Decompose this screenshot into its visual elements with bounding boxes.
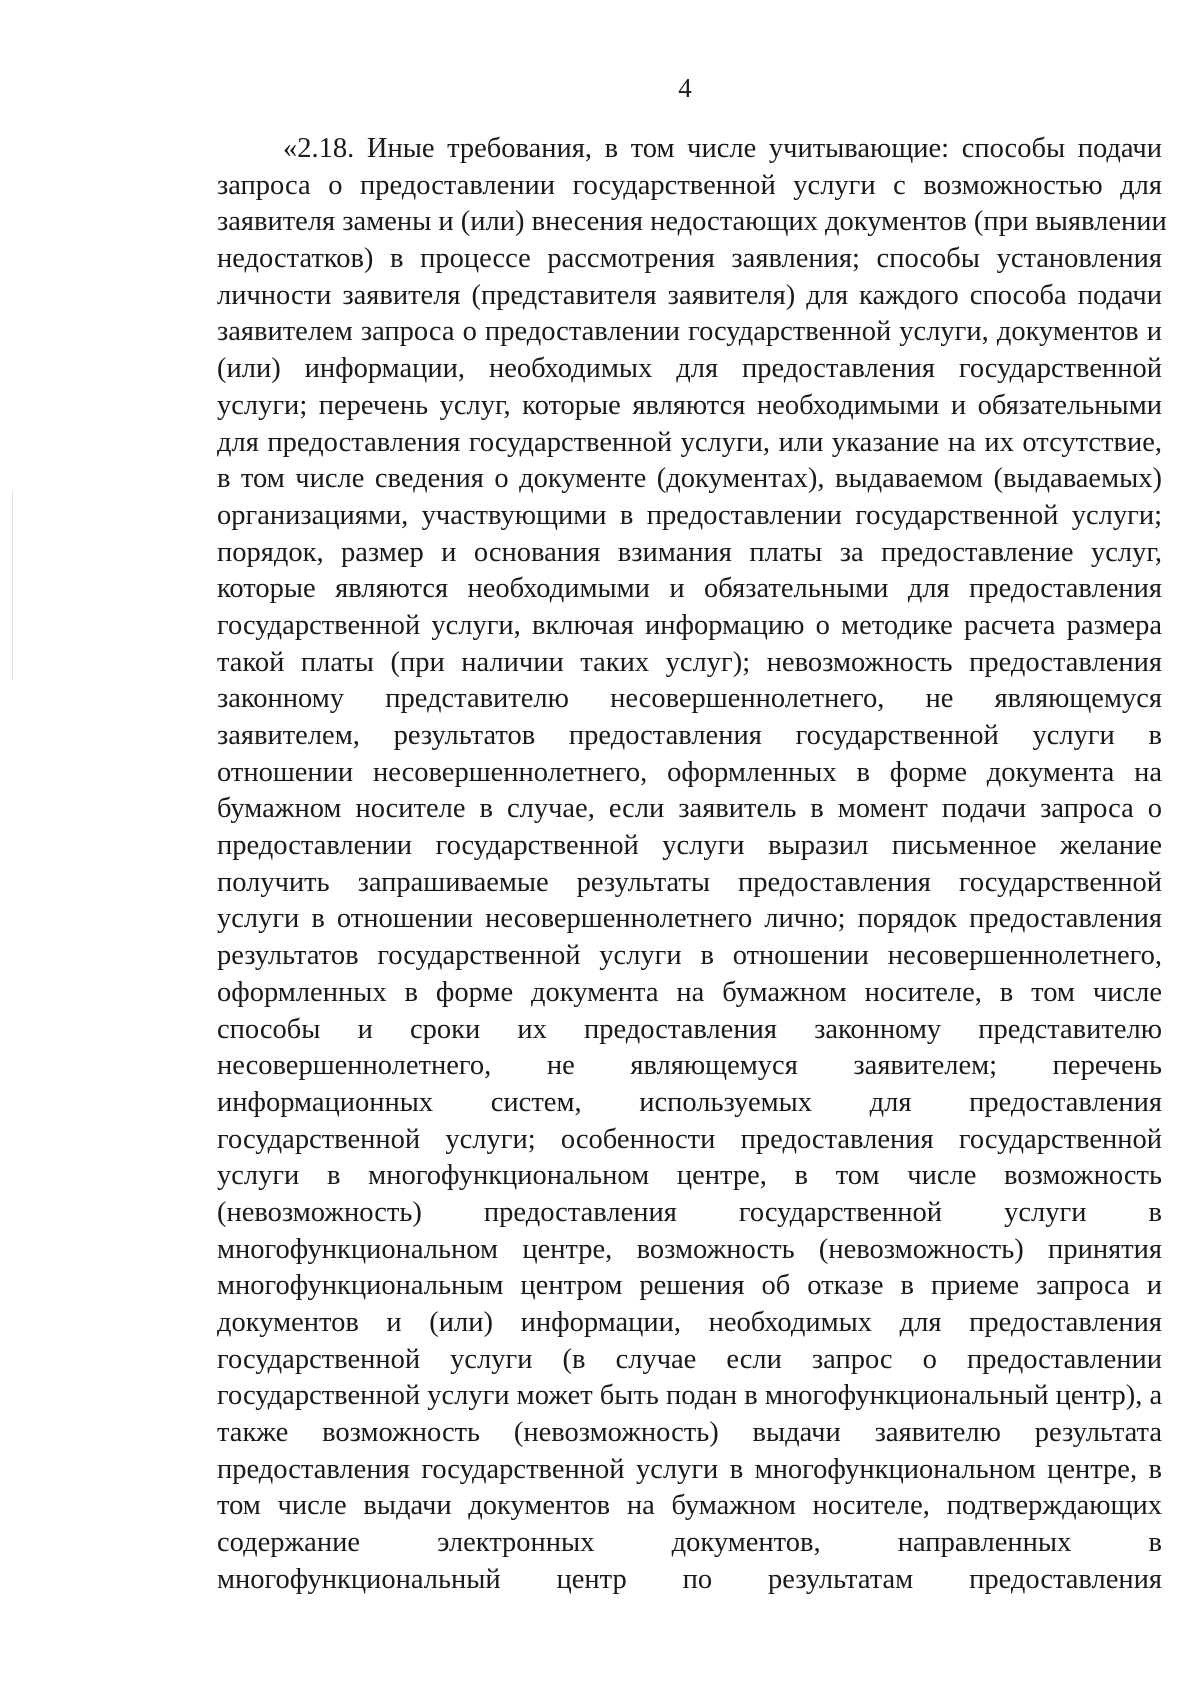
text-line: услуги в многофункциональном центре, в том числе возможность — [217, 1160, 1162, 1192]
text-line: оформленных в форме документа на бумажном носителе, в том числе — [217, 976, 1162, 1008]
text-line: результатов государственной услуги в отношении несовершеннолетнего, — [217, 940, 1162, 972]
text-line: заявителем запроса о предоставлении государственной услуги, документов и — [217, 316, 1162, 348]
text-line: предоставлении государственной услуги выразил письменное желание — [217, 830, 1162, 862]
text-line: многофункциональный центр по результатам предоставления — [217, 1563, 1162, 1595]
text-line: многофункциональном центре, возможность (невозможность) принятия — [217, 1233, 1162, 1265]
text-line: (или) информации, необходимых для предоставления государственной — [217, 353, 1162, 385]
text-line: также возможность (невозможность) выдачи заявителю результата — [217, 1417, 1162, 1449]
text-line: заявителем, результатов предоставления государственной услуги в — [217, 720, 1162, 751]
text-line: отношении несовершеннолетнего, оформленных в форме документа на — [217, 756, 1162, 788]
text-line: для предоставления государственной услуги, или указание на их отсутствие, — [217, 426, 1162, 458]
scan-margin-mark — [12, 490, 13, 680]
text-line: бумажном носителе в случае, если заявитель в момент подачи запроса о — [217, 793, 1162, 825]
text-line: государственной услуги; особенности предоставления государственной — [217, 1123, 1162, 1155]
text-line: способы и сроки их предоставления законному представителю — [217, 1013, 1162, 1045]
text-line: заявителя замены и (или) внесения недостающих документов (при выявлении — [217, 206, 1167, 238]
text-line: запроса о предоставлении государственной услуги с возможностью для — [217, 169, 1162, 201]
text-line: том числе выдачи документов на бумажном носителе, подтверждающих — [217, 1490, 1162, 1522]
text-line: личности заявителя (представителя заявителя) для каждого способа подачи — [217, 279, 1162, 311]
text-line: предоставления государственной услуги в многофункциональном центре, в — [217, 1453, 1162, 1485]
text-line: информационных систем, используемых для предоставления — [217, 1086, 1162, 1118]
text-line: «2.18. Иные требования, в том числе учитывающие: способы подачи — [283, 133, 1162, 164]
text-line: государственной услуги (в случае если запрос о предоставлении — [217, 1343, 1162, 1375]
text-line: государственной услуги, включая информацию о методике расчета размера — [217, 609, 1162, 641]
text-line: документов и (или) информации, необходимых для предоставления — [217, 1307, 1162, 1338]
text-line: услуги; перечень услуг, которые являются необходимыми и обязательными — [217, 389, 1162, 421]
text-line: получить запрашиваемые результаты предоставления государственной — [217, 866, 1162, 898]
text-line: государственной услуги может быть подан в многофункциональный центр), а — [217, 1380, 1163, 1412]
text-line: в том числе сведения о документе (документах), выдаваемом (выдаваемых) — [217, 463, 1162, 495]
text-line: организациями, участвующими в предоставлении государственной услуги; — [217, 499, 1162, 531]
text-line: недостатков) в процессе рассмотрения заявления; способы установления — [217, 243, 1162, 275]
text-line: такой платы (при наличии таких услуг); невозможность предоставления — [217, 646, 1162, 678]
page-number: 4 — [678, 73, 692, 103]
text-line: которые являются необходимыми и обязательными для предоставления — [217, 573, 1162, 605]
text-line: услуги в отношении несовершеннолетнего лично; порядок предоставления — [217, 903, 1162, 935]
text-line: законному представителю несовершеннолетнего, не являющемуся — [217, 683, 1162, 715]
text-line: порядок, размер и основания взимания платы за предоставление услуг, — [217, 536, 1162, 568]
text-line: (невозможность) предоставления государственной услуги в — [217, 1196, 1162, 1228]
text-line: содержание электронных документов, направленных в — [217, 1527, 1162, 1559]
text-line: несовершеннолетнего, не являющемуся заявителем; перечень — [217, 1050, 1162, 1082]
document-body-text — [217, 131, 1167, 1599]
text-line: многофункциональным центром решения об отказе в приеме запроса и — [217, 1270, 1162, 1302]
